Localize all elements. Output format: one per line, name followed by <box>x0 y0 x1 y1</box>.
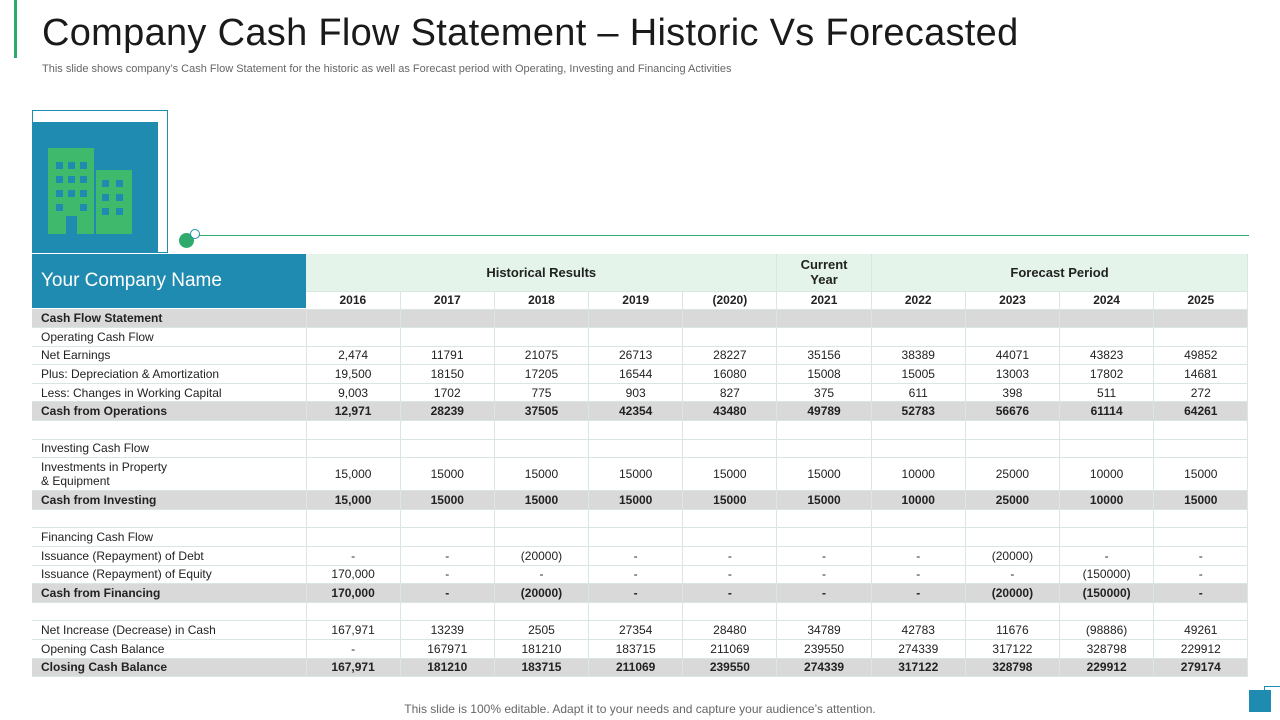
table-cell: 17802 <box>1060 365 1154 384</box>
page-title: Company Cash Flow Statement – Historic Vs Forecasted <box>42 12 1019 54</box>
row-label: Operating Cash Flow <box>32 328 306 347</box>
table-cell <box>777 528 871 547</box>
table-cell: 34789 <box>777 621 871 640</box>
table-cell: (20000) <box>965 584 1059 603</box>
table-row <box>32 328 1248 347</box>
table-cell: 27354 <box>589 621 683 640</box>
table-cell <box>400 421 494 440</box>
table-cell: 49852 <box>1154 346 1248 365</box>
row-label: Cash from Investing <box>32 491 306 510</box>
table-cell: 15000 <box>400 458 494 491</box>
table-cell <box>683 528 777 547</box>
title-accent-bar <box>14 0 17 58</box>
table-cell: - <box>400 584 494 603</box>
table-cell: 14681 <box>1154 365 1248 384</box>
table-cell: 229912 <box>1060 658 1154 677</box>
table-cell <box>589 309 683 328</box>
row-label: Issuance (Repayment) of Debt <box>32 547 306 566</box>
table-cell <box>871 309 965 328</box>
table-cell: - <box>1154 565 1248 584</box>
table-cell: 229912 <box>1154 640 1248 659</box>
table-cell: (150000) <box>1060 565 1154 584</box>
table-cell: (20000) <box>965 547 1059 566</box>
table-cell: 181210 <box>494 640 588 659</box>
table-cell: 12,971 <box>306 402 400 421</box>
table-cell: 2,474 <box>306 346 400 365</box>
table-cell: 16544 <box>589 365 683 384</box>
table-cell <box>400 439 494 458</box>
company-icon-box <box>32 122 158 253</box>
table-cell: 15000 <box>1154 458 1248 491</box>
table-cell <box>777 421 871 440</box>
page-subtitle: This slide shows company’s Cash Flow Statement for the historic as well as Forecast period with Operating, Investing and Financing Activities <box>42 63 732 75</box>
table-cell: 13003 <box>965 365 1059 384</box>
table-row <box>32 365 1248 384</box>
table-cell: 15000 <box>400 491 494 510</box>
timeline-dot-outline <box>190 229 200 239</box>
table-cell: 775 <box>494 383 588 402</box>
year-header: 2021 <box>777 291 871 309</box>
table-cell: (150000) <box>1060 584 1154 603</box>
table-cell <box>965 309 1059 328</box>
table-cell: (20000) <box>494 584 588 603</box>
table-cell <box>494 602 588 621</box>
table-cell: 611 <box>871 383 965 402</box>
table-cell: - <box>871 565 965 584</box>
table-cell <box>965 509 1059 528</box>
table-cell <box>871 509 965 528</box>
table-cell: 167971 <box>400 640 494 659</box>
year-header: 2017 <box>400 291 494 309</box>
row-label: Cash Flow Statement <box>32 309 306 328</box>
table-cell <box>589 528 683 547</box>
table-cell: (98886) <box>1060 621 1154 640</box>
table-cell: 35156 <box>777 346 871 365</box>
row-label: Plus: Depreciation & Amortization <box>32 365 306 384</box>
building-icon <box>44 148 144 234</box>
table-cell: 15005 <box>871 365 965 384</box>
table-cell: 239550 <box>683 658 777 677</box>
table-cell: 43480 <box>683 402 777 421</box>
row-label <box>32 602 306 621</box>
table-cell: 317122 <box>871 658 965 677</box>
table-cell: 15,000 <box>306 458 400 491</box>
table-cell: 17205 <box>494 365 588 384</box>
table-cell: 1702 <box>400 383 494 402</box>
table-cell <box>1060 509 1154 528</box>
table-cell: 167,971 <box>306 621 400 640</box>
table-cell: - <box>306 640 400 659</box>
table-cell: - <box>777 584 871 603</box>
table-cell <box>1060 328 1154 347</box>
table-cell: - <box>777 565 871 584</box>
table-cell <box>1060 421 1154 440</box>
table-cell: 167,971 <box>306 658 400 677</box>
table-cell: 15000 <box>1154 491 1248 510</box>
table-row <box>32 491 1248 510</box>
table-cell: 19,500 <box>306 365 400 384</box>
table-cell <box>1154 602 1248 621</box>
table-cell <box>1060 602 1154 621</box>
table-cell <box>400 602 494 621</box>
table-cell <box>589 328 683 347</box>
table-cell <box>494 439 588 458</box>
table-cell <box>400 528 494 547</box>
row-label: Investments in Property & Equipment <box>32 458 306 491</box>
table-cell <box>1154 439 1248 458</box>
table-cell: 61114 <box>1060 402 1154 421</box>
table-row <box>32 439 1248 458</box>
table-cell: - <box>589 565 683 584</box>
year-header: 2022 <box>871 291 965 309</box>
table-cell <box>306 421 400 440</box>
table-row <box>32 402 1248 421</box>
table-cell: 211069 <box>589 658 683 677</box>
table-cell <box>965 439 1059 458</box>
year-header: 2016 <box>306 291 400 309</box>
table-cell <box>494 328 588 347</box>
table-cell <box>1154 328 1248 347</box>
table-cell: - <box>683 547 777 566</box>
table-cell: 2505 <box>494 621 588 640</box>
row-label: Cash from Operations <box>32 402 306 421</box>
table-cell <box>871 602 965 621</box>
table-cell: 13239 <box>400 621 494 640</box>
table-row <box>32 547 1248 566</box>
table-cell: 170,000 <box>306 565 400 584</box>
table-cell <box>871 528 965 547</box>
table-cell: - <box>777 547 871 566</box>
table-row <box>32 421 1248 440</box>
row-label: Financing Cash Flow <box>32 528 306 547</box>
table-cell: 21075 <box>494 346 588 365</box>
table-cell: 16080 <box>683 365 777 384</box>
table-cell <box>589 421 683 440</box>
table-cell: 11676 <box>965 621 1059 640</box>
table-row <box>32 458 1248 491</box>
table-cell <box>1154 509 1248 528</box>
table-cell: 239550 <box>777 640 871 659</box>
table-cell <box>1060 528 1154 547</box>
table-cell <box>1060 439 1154 458</box>
table-cell: 15000 <box>589 491 683 510</box>
table-row <box>32 640 1248 659</box>
table-cell: 52783 <box>871 402 965 421</box>
row-label: Opening Cash Balance <box>32 640 306 659</box>
table-cell: 903 <box>589 383 683 402</box>
table-cell: 15000 <box>683 491 777 510</box>
table-cell: 15,000 <box>306 491 400 510</box>
table-cell: 375 <box>777 383 871 402</box>
table-cell: - <box>306 547 400 566</box>
table-cell <box>306 602 400 621</box>
table-row <box>32 658 1248 677</box>
table-cell: 37505 <box>494 402 588 421</box>
table-cell <box>306 328 400 347</box>
table-cell <box>400 509 494 528</box>
row-label <box>32 421 306 440</box>
table-cell: 10000 <box>1060 458 1154 491</box>
table-cell: 42354 <box>589 402 683 421</box>
table-cell <box>400 328 494 347</box>
table-cell: - <box>871 547 965 566</box>
footer-note: This slide is 100% editable. Adapt it to your needs and capture your audience’s attention. <box>404 702 876 716</box>
company-name: Your Company Name <box>32 254 306 308</box>
table-cell: - <box>589 584 683 603</box>
table-cell <box>494 309 588 328</box>
cash-flow-table <box>32 254 1248 677</box>
table-cell: 28480 <box>683 621 777 640</box>
table-cell <box>965 421 1059 440</box>
table-cell: - <box>683 584 777 603</box>
table-cell <box>965 528 1059 547</box>
table-cell: - <box>965 565 1059 584</box>
table-cell: 328798 <box>965 658 1059 677</box>
table-row <box>32 602 1248 621</box>
table-cell <box>589 509 683 528</box>
table-cell: - <box>1060 547 1154 566</box>
table-cell: 183715 <box>494 658 588 677</box>
table-cell: 183715 <box>589 640 683 659</box>
table-cell: 15000 <box>777 491 871 510</box>
table-cell: 44071 <box>965 346 1059 365</box>
timeline-line <box>194 235 1249 236</box>
table-cell: - <box>1154 584 1248 603</box>
table-cell: 28239 <box>400 402 494 421</box>
year-header: 2024 <box>1060 291 1154 309</box>
table-cell <box>1154 421 1248 440</box>
historical-results-header: Historical Results <box>306 254 777 291</box>
row-label: Issuance (Repayment) of Equity <box>32 565 306 584</box>
table-cell: 15008 <box>777 365 871 384</box>
table-cell: 10000 <box>871 458 965 491</box>
table-cell <box>494 509 588 528</box>
table-cell: 10000 <box>1060 491 1154 510</box>
year-header: 2018 <box>494 291 588 309</box>
table-cell: 274339 <box>871 640 965 659</box>
table-cell: - <box>400 547 494 566</box>
table-cell: 18150 <box>400 365 494 384</box>
row-label: Less: Changes in Working Capital <box>32 383 306 402</box>
table-cell: 274339 <box>777 658 871 677</box>
table-cell: 328798 <box>1060 640 1154 659</box>
table-cell <box>965 602 1059 621</box>
year-header: 2023 <box>965 291 1059 309</box>
table-cell: 49261 <box>1154 621 1248 640</box>
table-cell <box>777 602 871 621</box>
table-row <box>32 383 1248 402</box>
table-cell: 15000 <box>494 491 588 510</box>
current-year-header: Current Year <box>777 254 871 291</box>
row-label: Closing Cash Balance <box>32 658 306 677</box>
table-cell: - <box>1154 547 1248 566</box>
table-cell: 11791 <box>400 346 494 365</box>
table-cell: 181210 <box>400 658 494 677</box>
table-row <box>32 309 1248 328</box>
table-cell: 28227 <box>683 346 777 365</box>
table-cell: 9,003 <box>306 383 400 402</box>
table-row <box>32 565 1248 584</box>
table-cell: (20000) <box>494 547 588 566</box>
table-cell: - <box>400 565 494 584</box>
table-cell <box>871 328 965 347</box>
table-cell: - <box>589 547 683 566</box>
row-label: Net Earnings <box>32 346 306 365</box>
table-cell: 398 <box>965 383 1059 402</box>
table-cell <box>1060 309 1154 328</box>
table-cell: 15000 <box>683 458 777 491</box>
table-cell: 15000 <box>589 458 683 491</box>
table-cell: 10000 <box>871 491 965 510</box>
table-cell <box>683 509 777 528</box>
table-cell <box>494 421 588 440</box>
table-cell <box>871 439 965 458</box>
row-label: Investing Cash Flow <box>32 439 306 458</box>
table-cell <box>965 328 1059 347</box>
table-cell: 511 <box>1060 383 1154 402</box>
row-label: Cash from Financing <box>32 584 306 603</box>
table-cell: 38389 <box>871 346 965 365</box>
table-cell <box>589 602 683 621</box>
table-cell <box>777 328 871 347</box>
table-cell <box>400 309 494 328</box>
table-row <box>32 621 1248 640</box>
table-cell: - <box>683 565 777 584</box>
table-cell <box>306 439 400 458</box>
table-cell <box>777 309 871 328</box>
table-cell: 317122 <box>965 640 1059 659</box>
table-cell: 170,000 <box>306 584 400 603</box>
table-cell: 15000 <box>777 458 871 491</box>
year-header: 2025 <box>1154 291 1248 309</box>
table-cell: 43823 <box>1060 346 1154 365</box>
table-cell <box>683 439 777 458</box>
table-cell: 42783 <box>871 621 965 640</box>
table-cell: 64261 <box>1154 402 1248 421</box>
table-cell: 26713 <box>589 346 683 365</box>
table-cell: 211069 <box>683 640 777 659</box>
table-cell: 827 <box>683 383 777 402</box>
table-cell: - <box>871 584 965 603</box>
table-cell: - <box>494 565 588 584</box>
table-cell <box>683 602 777 621</box>
year-header: 2019 <box>589 291 683 309</box>
table-row <box>32 346 1248 365</box>
table-cell: 25000 <box>965 458 1059 491</box>
table-cell: 25000 <box>965 491 1059 510</box>
table-cell <box>589 439 683 458</box>
table-cell: 272 <box>1154 383 1248 402</box>
table-cell <box>306 528 400 547</box>
table-cell <box>1154 309 1248 328</box>
table-cell: 15000 <box>494 458 588 491</box>
table-cell <box>871 421 965 440</box>
table-cell: 56676 <box>965 402 1059 421</box>
table-cell <box>683 309 777 328</box>
table-cell: 49789 <box>777 402 871 421</box>
table-row <box>32 528 1248 547</box>
table-cell <box>306 509 400 528</box>
table-row <box>32 509 1248 528</box>
row-label <box>32 509 306 528</box>
table-cell <box>1154 528 1248 547</box>
table-cell <box>683 421 777 440</box>
table-cell <box>777 439 871 458</box>
table-cell: 279174 <box>1154 658 1248 677</box>
table-row <box>32 584 1248 603</box>
table-cell <box>494 528 588 547</box>
year-header: (2020) <box>683 291 777 309</box>
table-cell <box>306 309 400 328</box>
forecast-period-header: Forecast Period <box>871 254 1248 291</box>
table-cell <box>683 328 777 347</box>
table-cell <box>777 509 871 528</box>
row-label: Net Increase (Decrease) in Cash <box>32 621 306 640</box>
